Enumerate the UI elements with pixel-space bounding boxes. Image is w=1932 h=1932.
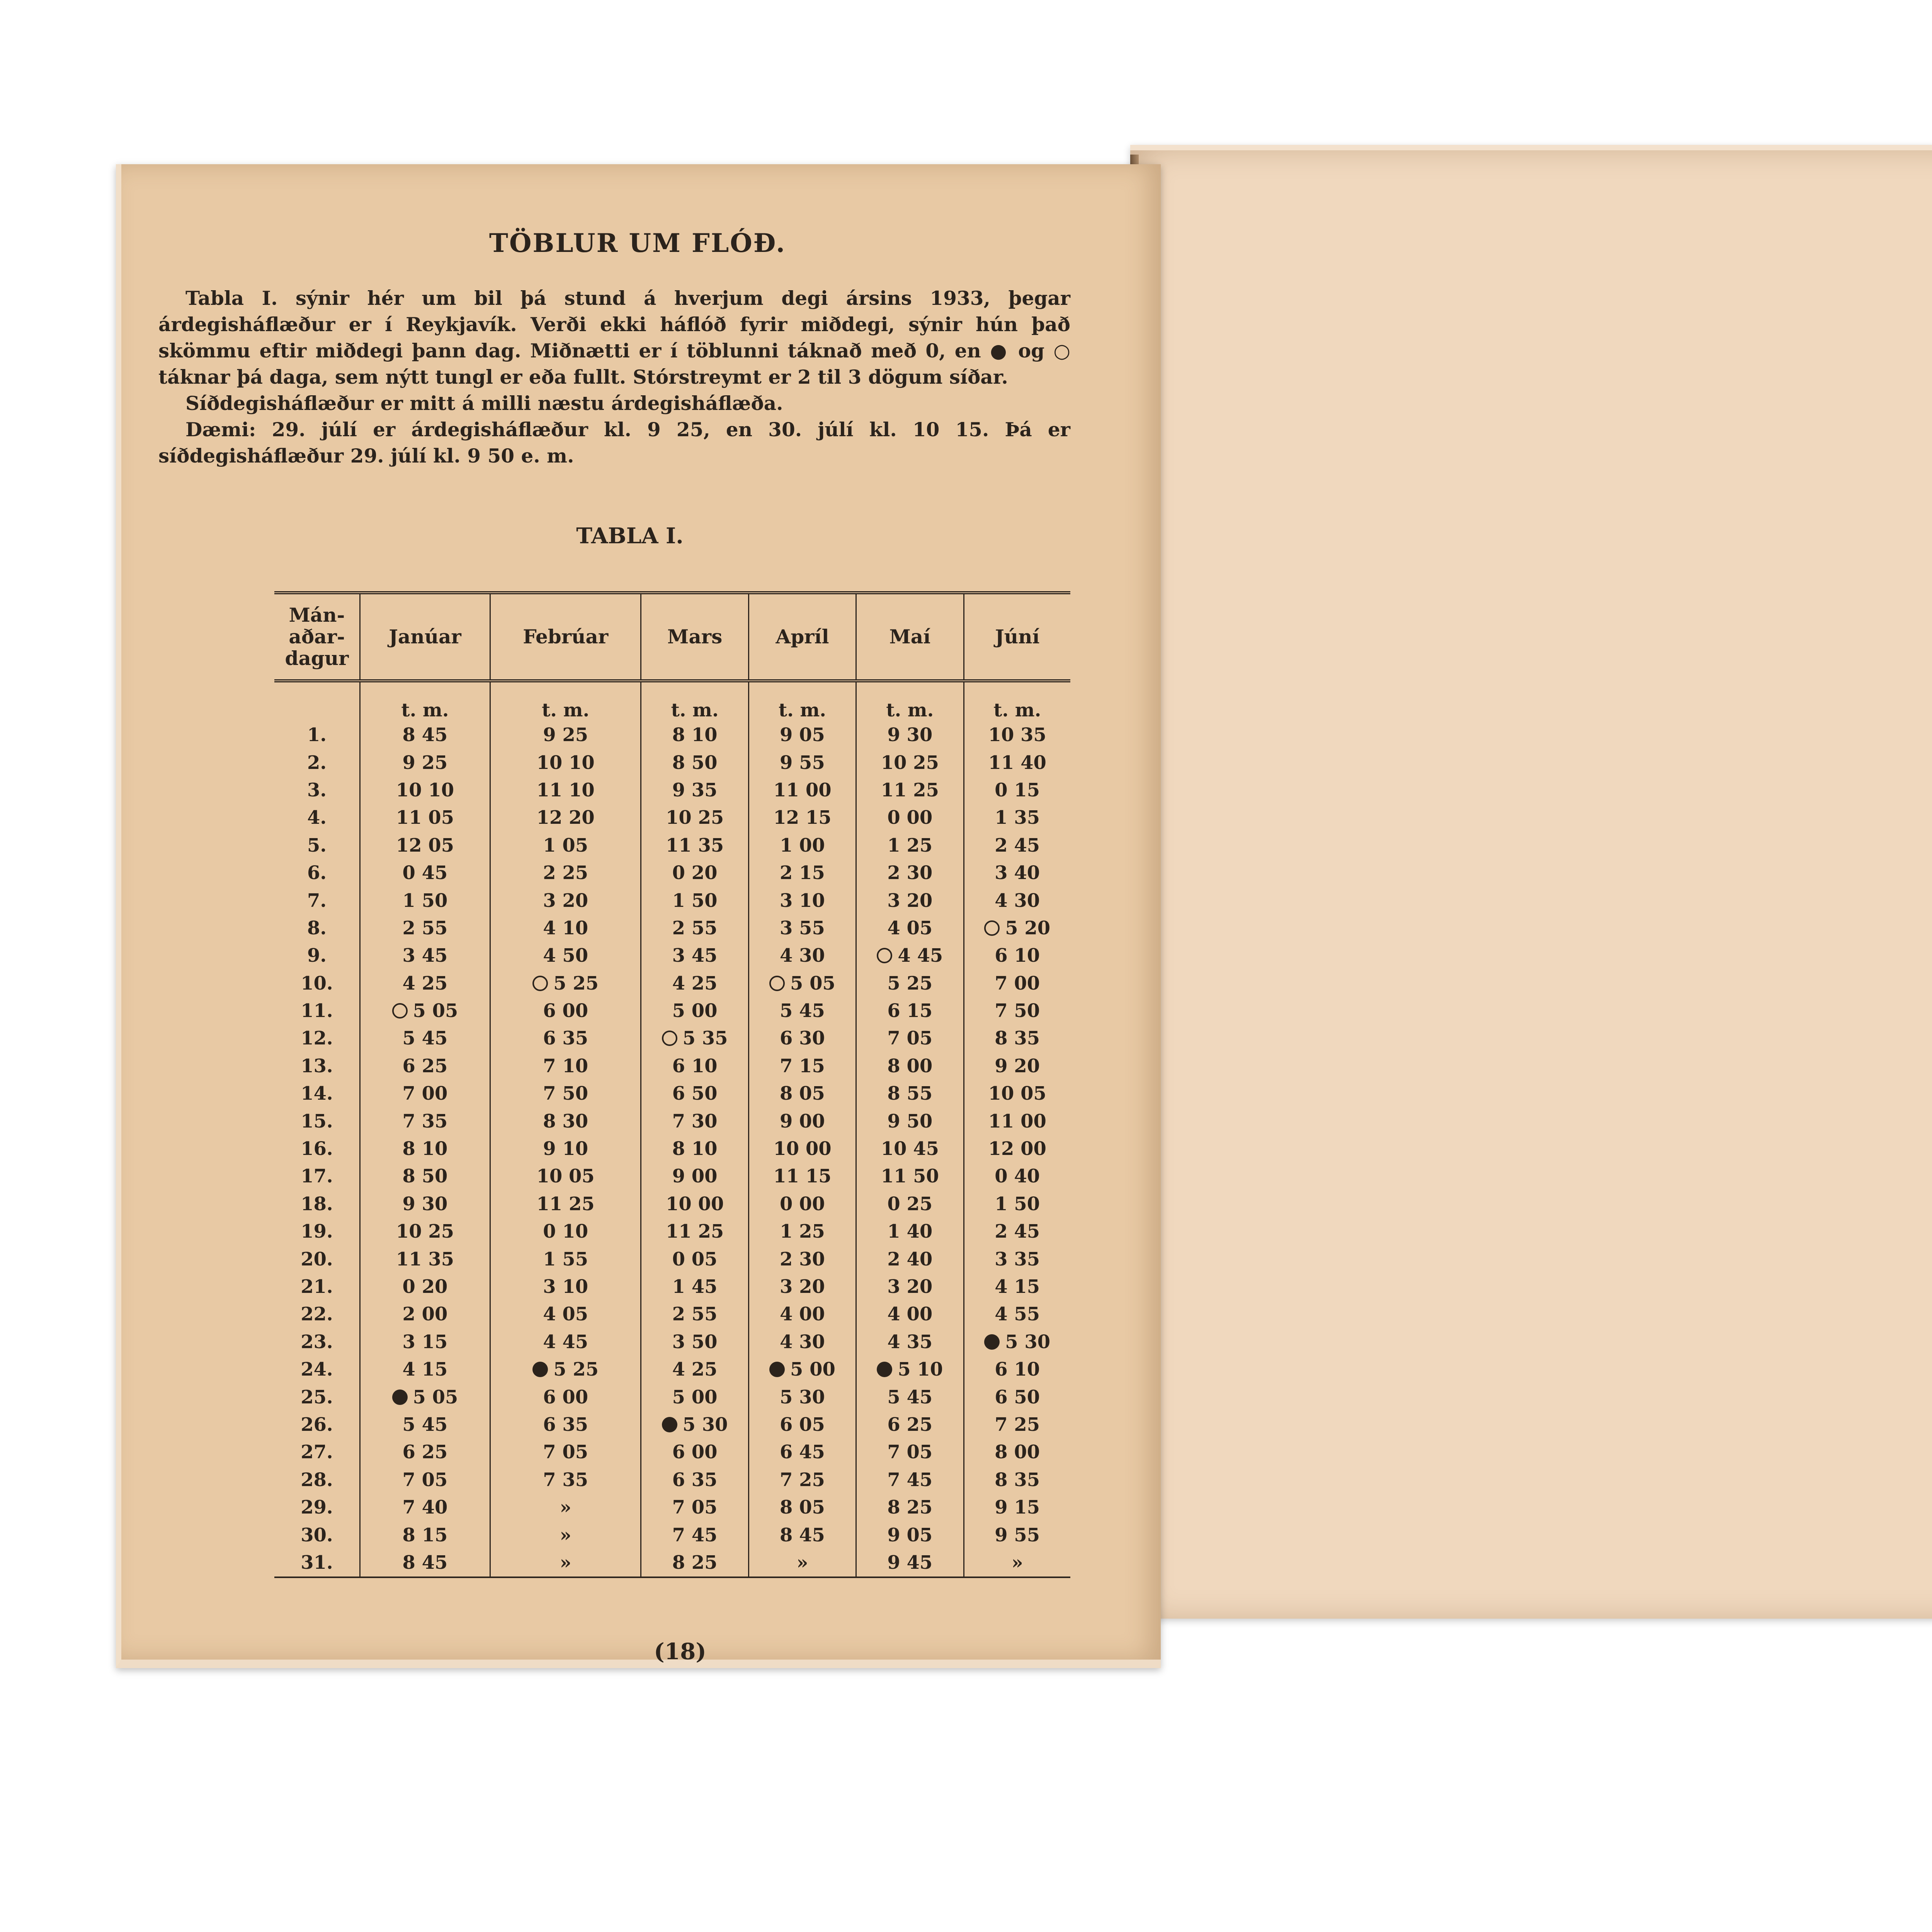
time-cell: 2 30 [748,1245,856,1273]
day-cell: 8. [307,917,327,939]
time-cell: 1 25 [748,1218,856,1245]
table-row [274,832,1070,859]
time-cell: 10 00 [641,1190,748,1218]
time-cell: 3 35 [964,1245,1070,1273]
time-cell: 5 25 [856,970,964,997]
time-cell: 7 45 [641,1521,748,1549]
table-header-row [274,593,1070,681]
time-cell: 10 10 [490,749,641,776]
time-cell: 7 00 [360,1080,490,1107]
unit-cell: t. m. [748,681,856,721]
column-header: Janúar [360,593,490,681]
table-body [274,721,1070,1577]
day-cell: 18. [301,1193,333,1215]
table-row [274,1080,1070,1107]
new-moon-icon [662,1417,677,1432]
time-cell: 4 00 [856,1301,964,1328]
time-cell: 7 35 [490,1466,641,1494]
time-cell: 6 15 [856,997,964,1025]
time-cell: 11 50 [856,1163,964,1190]
time-cell: 1 50 [641,887,748,914]
time-cell: 4 55 [964,1301,1070,1328]
time-cell: 2 55 [360,915,490,942]
table-row [274,1549,1070,1577]
time-cell: 6 10 [641,1053,748,1080]
day-cell: 4. [307,807,327,829]
unit-cell: t. m. [964,681,1070,721]
time-cell: 7 05 [641,1494,748,1521]
time-cell: 0 00 [748,1190,856,1218]
time-cell: 9 30 [360,1190,490,1218]
full-moon-icon [984,920,1000,936]
day-cell: 31. [274,1549,360,1577]
intro-text [158,285,1070,469]
table-row [274,1521,1070,1549]
table-row [274,1301,1070,1328]
table-row [274,1135,1070,1163]
units-row [274,681,1070,721]
time-cell: 7 00 [964,970,1070,997]
time-cell: 3 10 [490,1273,641,1301]
time-cell: 5 00 [641,1383,748,1411]
day-cell: 10. [301,972,333,994]
time-cell: 4 25 [360,970,490,997]
time-cell: 7 05 [856,1439,964,1466]
time-cell: 4 50 [490,942,641,969]
time-cell: 1 00 [748,832,856,859]
time-cell: 11 00 [748,777,856,804]
time-cell: 11 25 [641,1218,748,1245]
table-row [274,887,1070,914]
table-row [274,859,1070,887]
day-cell: 15. [301,1110,333,1132]
time-cell: 11 05 [360,804,490,832]
time-cell: 8 35 [964,1466,1070,1494]
time-cell: 6 10 [964,942,1070,969]
day-cell: 22. [301,1303,333,1325]
time-cell: 11 35 [641,832,748,859]
time-cell: 3 10 [748,887,856,914]
time-cell: 0 20 [641,859,748,887]
time-cell: 8 05 [748,1494,856,1521]
day-cell: 27. [301,1441,333,1463]
table-row [274,1107,1070,1135]
table-row [274,942,1070,969]
time-cell: 3 45 [641,942,748,969]
new-moon-icon [532,1362,548,1377]
unit-cell: t. m. [641,681,748,721]
column-header: Mars [641,593,748,681]
time-cell: 6 25 [856,1411,964,1439]
time-cell: 10 25 [360,1218,490,1245]
time-cell: 11 10 [490,777,641,804]
day-cell: 29. [301,1497,333,1519]
day-cell: 20. [301,1248,333,1270]
time-cell: 2 00 [360,1301,490,1328]
time-cell: 7 10 [490,1053,641,1080]
time-cell: 2 30 [856,859,964,887]
time-cell: 1 35 [964,804,1070,832]
table-row [274,804,1070,832]
day-cell: 26. [301,1413,333,1435]
time-cell: 7 50 [490,1080,641,1107]
time-cell: 6 25 [360,1053,490,1080]
time-cell: 12 00 [964,1135,1070,1163]
time-cell: » [964,1549,1070,1577]
time-cell: 7 05 [856,1025,964,1052]
time-cell: 4 15 [964,1273,1070,1301]
time-cell: 4 45 [856,942,964,969]
time-cell: 2 45 [964,832,1070,859]
day-cell: 12. [301,1027,333,1049]
day-cell: 28. [301,1469,333,1491]
time-cell: 0 40 [964,1163,1070,1190]
time-cell: 5 45 [360,1025,490,1052]
time-cell: 7 25 [748,1466,856,1494]
time-cell: 5 00 [748,1356,856,1383]
time-cell: 2 55 [641,915,748,942]
time-cell: 11 35 [360,1245,490,1273]
time-cell: 9 45 [856,1549,964,1577]
time-cell: 5 00 [641,997,748,1025]
time-cell: 2 55 [641,1301,748,1328]
day-cell: 16. [301,1138,333,1160]
day-cell: 25. [301,1386,333,1408]
table-title: TABLA I. [576,523,684,549]
time-cell: 3 40 [964,859,1070,887]
table-row [274,1053,1070,1080]
new-moon-icon [769,1362,785,1377]
time-cell: 5 45 [856,1383,964,1411]
time-cell: 9 10 [490,1135,641,1163]
time-cell: 7 45 [856,1466,964,1494]
time-cell: 9 50 [856,1107,964,1135]
time-cell: 4 05 [856,915,964,942]
table-row [274,997,1070,1025]
time-cell: 12 20 [490,804,641,832]
table-row [274,1245,1070,1273]
time-cell: 7 30 [641,1107,748,1135]
time-cell: 9 25 [360,749,490,776]
time-cell: 6 00 [641,1439,748,1466]
time-cell: 5 30 [748,1383,856,1411]
time-cell: 9 15 [964,1494,1070,1521]
time-cell: 11 15 [748,1163,856,1190]
page-number: (18) [654,1638,706,1665]
time-cell: 6 30 [748,1025,856,1052]
time-cell: 8 10 [641,721,748,749]
time-cell: 6 00 [490,997,641,1025]
time-cell: 2 15 [748,859,856,887]
time-cell: 9 20 [964,1053,1070,1080]
time-cell: 0 20 [360,1273,490,1301]
time-cell: » [490,1494,641,1521]
full-moon-icon [769,976,785,991]
time-cell: 5 10 [856,1356,964,1383]
left-page-content [158,228,1070,568]
time-cell: 6 35 [641,1466,748,1494]
day-cell: 21. [301,1276,333,1298]
time-cell: 8 05 [748,1080,856,1107]
time-cell: 11 25 [490,1190,641,1218]
time-cell: 3 45 [360,942,490,969]
time-cell: 4 05 [490,1301,641,1328]
time-cell: 0 45 [360,859,490,887]
time-cell: 4 15 [360,1356,490,1383]
table-row [274,749,1070,776]
table-row [274,1273,1070,1301]
time-cell: 1 50 [360,887,490,914]
day-cell: 14. [301,1083,333,1105]
time-cell: 10 25 [856,749,964,776]
time-cell: 6 50 [641,1080,748,1107]
unit-cell: t. m. [490,681,641,721]
time-cell: 8 10 [641,1135,748,1163]
time-cell: 5 35 [641,1025,748,1052]
table-row [274,1025,1070,1052]
time-cell: 8 35 [964,1025,1070,1052]
time-cell: 0 25 [856,1190,964,1218]
time-cell: 4 00 [748,1301,856,1328]
column-header: Júní [964,593,1070,681]
time-cell: 9 00 [641,1163,748,1190]
time-cell: 7 50 [964,997,1070,1025]
time-cell: 8 30 [490,1107,641,1135]
column-header: Maí [856,593,964,681]
table-row [274,777,1070,804]
day-cell: 3. [307,779,327,801]
time-cell: 4 30 [964,887,1070,914]
time-cell: » [490,1521,641,1549]
unit-cell: t. m. [360,681,490,721]
time-cell: 10 05 [964,1080,1070,1107]
time-cell: 4 10 [490,915,641,942]
time-cell: 5 05 [360,997,490,1025]
time-cell: 10 05 [490,1163,641,1190]
column-header: Mán-aðar-dagur [274,593,360,681]
time-cell: 4 25 [641,1356,748,1383]
intro-paragraph: Tabla I. sýnir hér um bil þá stund á hverjum degi ársins 1933, þegar árdegisháflæður er í Reykjavík. Verði ekki háflóð fyrir miðdegi, sýnir hún það skömmu eftir miðdegi þann dag. Miðnætti er í töblunni táknað með 0, en ● og ○ táknar þá daga, sem nýtt tungl er eða fullt. Stórstreymt er 2 til 3 dögum síðar. [158,287,1070,388]
time-cell: 4 45 [490,1328,641,1356]
time-cell: 9 30 [856,721,964,749]
time-cell: 1 50 [964,1190,1070,1218]
time-cell: 8 50 [360,1163,490,1190]
unit-cell [274,681,360,721]
time-cell: 3 20 [856,887,964,914]
table-row [274,1163,1070,1190]
column-header: Apríl [748,593,856,681]
time-cell: 10 00 [748,1135,856,1163]
time-cell: 3 50 [641,1328,748,1356]
table-row [274,1383,1070,1411]
table-row [274,915,1070,942]
time-cell: 12 15 [748,804,856,832]
time-cell: 5 25 [490,970,641,997]
time-cell: 7 35 [360,1107,490,1135]
time-cell: 2 45 [964,1218,1070,1245]
time-cell: 6 10 [964,1356,1070,1383]
time-cell: 7 05 [360,1466,490,1494]
time-cell: 8 45 [360,721,490,749]
table-row [274,1439,1070,1466]
time-cell: 8 10 [360,1135,490,1163]
day-cell: 6. [307,862,327,884]
time-cell: 5 20 [964,915,1070,942]
table-row [274,1466,1070,1494]
time-cell: 9 55 [748,749,856,776]
time-cell: 0 10 [490,1218,641,1245]
day-cell: 30. [301,1524,333,1546]
table-row [274,1494,1070,1521]
day-cell: 2. [307,752,327,774]
time-cell: 6 45 [748,1439,856,1466]
day-cell: 11. [301,1000,333,1022]
time-cell: 11 00 [964,1107,1070,1135]
table-row [274,1190,1070,1218]
table-row [274,1411,1070,1439]
time-cell: 10 45 [856,1135,964,1163]
time-cell: 5 05 [360,1383,490,1411]
table-row [274,721,1070,749]
full-moon-icon [662,1031,677,1046]
table-row [274,1218,1070,1245]
time-cell: 7 40 [360,1494,490,1521]
time-cell: 6 05 [748,1411,856,1439]
day-cell: 23. [301,1331,333,1353]
day-cell: 13. [301,1055,333,1077]
day-cell: 17. [301,1165,333,1187]
time-cell: 1 25 [856,832,964,859]
time-cell: 8 45 [360,1549,490,1577]
time-cell: 1 45 [641,1273,748,1301]
time-cell: 11 40 [964,749,1070,776]
time-cell: 1 40 [856,1218,964,1245]
time-cell: 8 00 [856,1053,964,1080]
day-cell: 24. [301,1359,333,1381]
tide-table [274,591,1070,1578]
day-cell: 5. [307,834,327,856]
time-cell: 11 25 [856,777,964,804]
time-cell: 3 55 [748,915,856,942]
time-cell: 3 15 [360,1328,490,1356]
time-cell: 1 55 [490,1245,641,1273]
time-cell: 4 35 [856,1328,964,1356]
time-cell: » [748,1549,856,1577]
unit-cell: t. m. [856,681,964,721]
time-cell: 9 25 [490,721,641,749]
time-cell: » [490,1549,641,1577]
time-cell: 10 35 [964,721,1070,749]
time-cell: 8 15 [360,1521,490,1549]
time-cell: 8 55 [856,1080,964,1107]
table-row [274,970,1070,997]
time-cell: 7 25 [964,1411,1070,1439]
time-cell: 9 00 [748,1107,856,1135]
time-cell: 8 45 [748,1521,856,1549]
time-cell: 6 50 [964,1383,1070,1411]
time-cell: 6 00 [490,1383,641,1411]
time-cell: 0 05 [641,1245,748,1273]
intro-paragraph: Dæmi: 29. júlí er árdegisháflæður kl. 9 25, en 30. júlí kl. 10 15. Þá er síðdegisháflæður 29. júlí kl. 9 50 e. m. [158,418,1070,467]
full-moon-icon [877,948,892,963]
time-cell: 1 05 [490,832,641,859]
time-cell: 4 25 [641,970,748,997]
time-cell: 0 00 [856,804,964,832]
new-moon-icon [392,1389,408,1405]
time-cell: 9 55 [964,1521,1070,1549]
page-title: TÖBLUR UM FLÓÐ. [489,228,786,258]
time-cell: 7 15 [748,1053,856,1080]
time-cell: 8 25 [856,1494,964,1521]
time-cell: 8 25 [641,1549,748,1577]
time-cell: 5 05 [748,970,856,997]
time-cell: 6 35 [490,1411,641,1439]
tide-table-wrap [158,591,1070,1578]
new-moon-icon [877,1362,892,1377]
day-cell: 19. [301,1221,333,1243]
time-cell: 8 50 [641,749,748,776]
time-cell: 3 20 [748,1273,856,1301]
column-header: Febrúar [490,593,641,681]
time-cell: 4 30 [748,942,856,969]
time-cell: 3 20 [856,1273,964,1301]
day-cell: 1. [307,724,327,746]
time-cell: 6 35 [490,1025,641,1052]
time-cell: 8 00 [964,1439,1070,1466]
time-cell: 5 25 [490,1356,641,1383]
time-cell: 5 30 [964,1328,1070,1356]
time-cell: 9 05 [856,1521,964,1549]
right-page-blank [1130,145,1932,1619]
day-cell: 9. [307,945,327,967]
time-cell: 5 30 [641,1411,748,1439]
time-cell: 9 35 [641,777,748,804]
time-cell: 12 05 [360,832,490,859]
new-moon-icon [984,1334,1000,1350]
time-cell: 2 40 [856,1245,964,1273]
time-cell: 3 20 [490,887,641,914]
time-cell: 4 30 [748,1328,856,1356]
full-moon-icon [392,1003,408,1019]
full-moon-icon [532,976,548,991]
time-cell: 6 25 [360,1439,490,1466]
time-cell: 9 05 [748,721,856,749]
time-cell: 7 05 [490,1439,641,1466]
table-row [274,1356,1070,1383]
time-cell: 2 25 [490,859,641,887]
time-cell: 0 15 [964,777,1070,804]
intro-paragraph: Síðdegisháflæður er mitt á milli næstu árdegisháflæða. [185,392,783,415]
day-cell: 7. [307,889,327,912]
time-cell: 10 10 [360,777,490,804]
time-cell: 10 25 [641,804,748,832]
time-cell: 5 45 [748,997,856,1025]
time-cell: 5 45 [360,1411,490,1439]
table-row [274,1328,1070,1356]
